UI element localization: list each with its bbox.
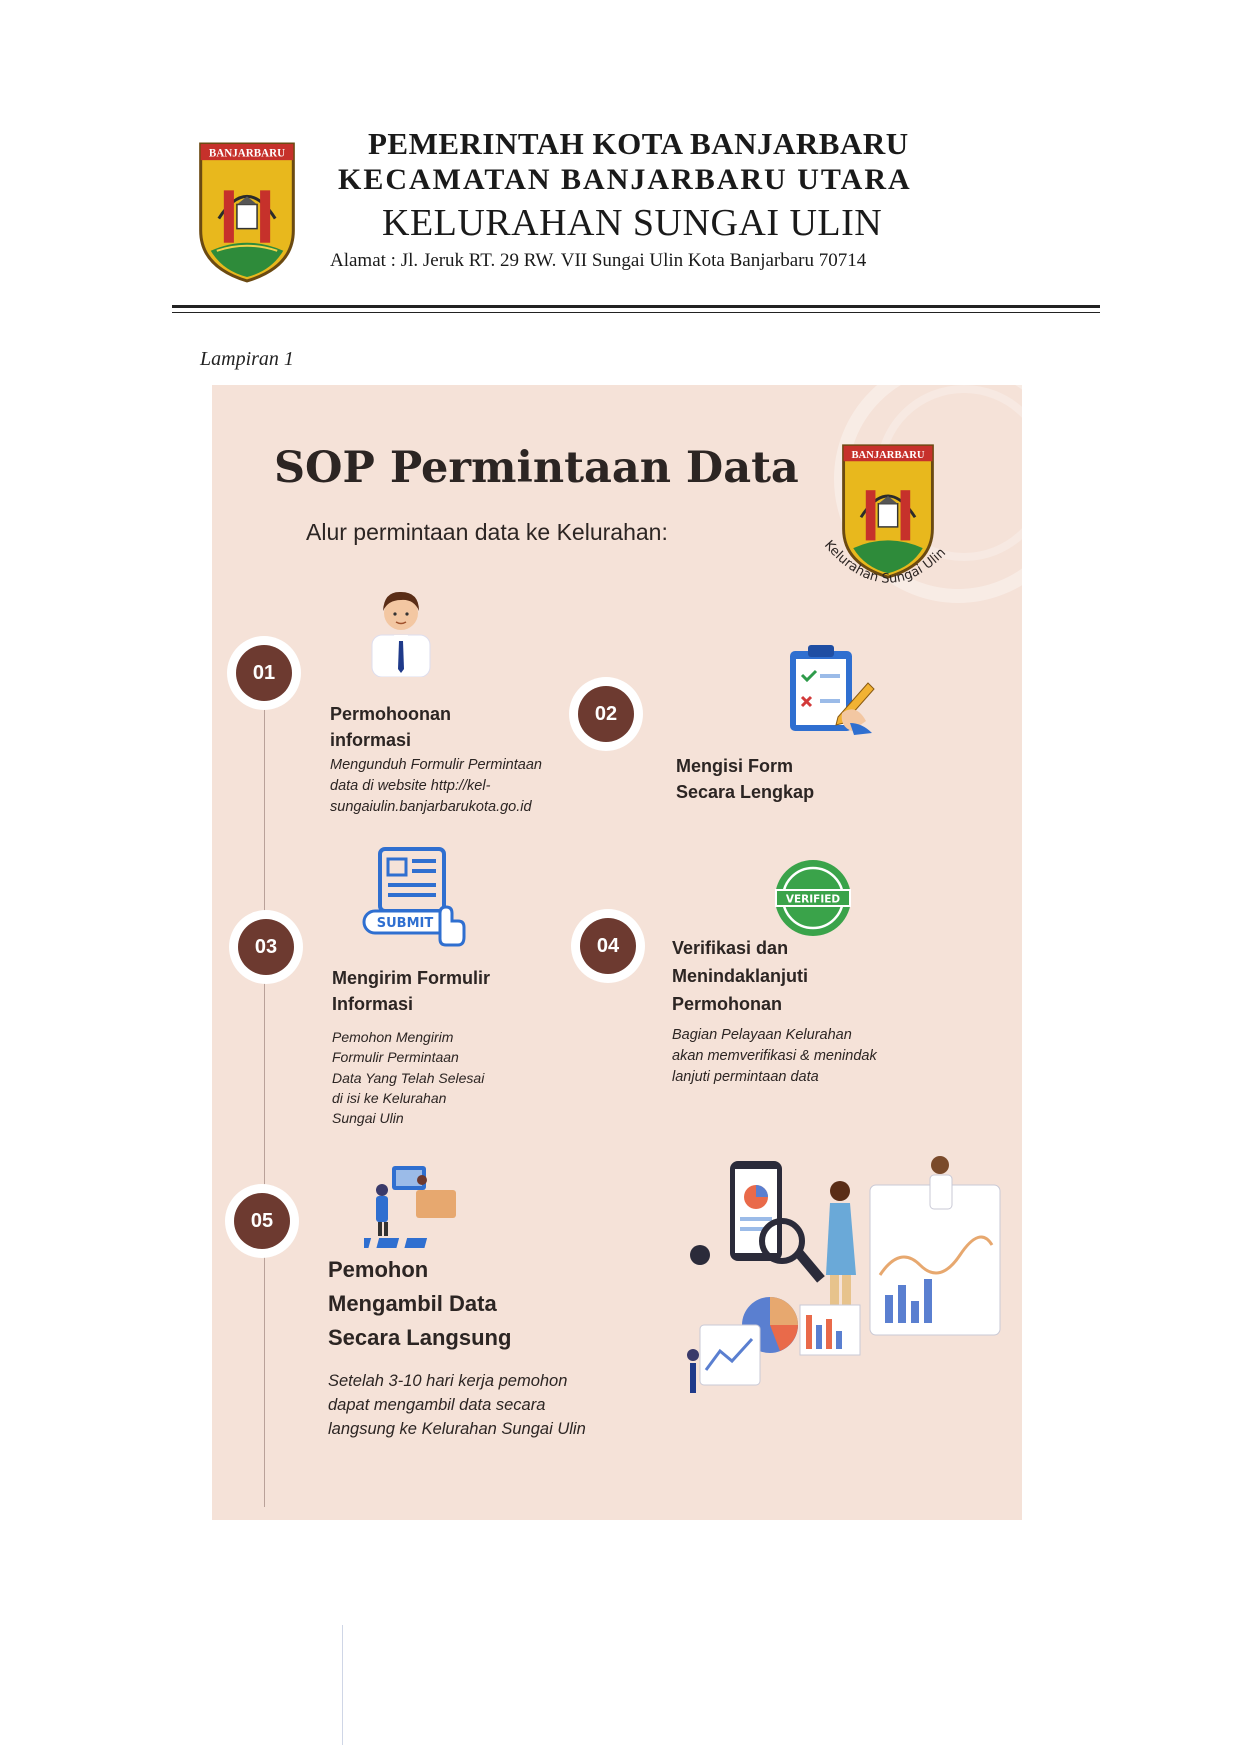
step-desc-line: Formulir Permintaan — [332, 1049, 459, 1066]
step-title-line: Secara Langsung — [328, 1325, 512, 1351]
timeline-line — [264, 647, 265, 1507]
step-desc-line: Bagian Pelayaan Kelurahan — [672, 1027, 852, 1043]
svg-text:VERIFIED: VERIFIED — [785, 893, 841, 906]
poster-subtitle: Alur permintaan data ke Kelurahan: — [306, 519, 668, 545]
step-number-badge: 05 — [234, 1193, 290, 1249]
step-desc-line: data di website http://kel- — [330, 778, 491, 795]
data-collection-icon — [364, 1160, 460, 1258]
step-number-badge: 01 — [236, 645, 292, 701]
step-01-title — [330, 701, 451, 753]
step-desc-line: Sungai Ulin — [332, 1110, 404, 1127]
letterhead-rule-thin — [172, 312, 1100, 313]
submit-form-icon — [360, 847, 466, 947]
step-title-line: Mengisi Form — [676, 756, 794, 776]
step-title-line: Mengambil Data — [328, 1291, 497, 1317]
letterhead-government: PEMERINTAH KOTA BANJARBARU — [368, 126, 909, 161]
svg-text:SUBMIT: SUBMIT — [376, 916, 434, 931]
step-05-title — [328, 1253, 511, 1355]
letterhead-district: KECAMATAN BANJARBARU UTARA — [338, 163, 912, 196]
svg-text:Kelurahan Sungai Ulin: Kelurahan Sungai Ulin — [821, 537, 949, 587]
step-04-description — [672, 1025, 877, 1088]
sop-poster — [212, 385, 1022, 1520]
step-desc-line: Setelah 3-10 hari kerja pemohon — [328, 1372, 568, 1390]
step-05-description — [328, 1370, 586, 1442]
step-title-line: Permohoonan — [330, 704, 452, 724]
letterhead-rule — [172, 305, 1100, 308]
step-04-title — [672, 935, 808, 1019]
data-analysis-illustration — [680, 1155, 1010, 1405]
poster-title: SOP Permintaan Data — [274, 443, 799, 493]
step-title-line: Menindaklanjuti — [672, 965, 809, 986]
person-icon — [370, 585, 432, 677]
step-title-line: Secara Lengkap — [676, 782, 815, 803]
verified-stamp-icon — [772, 857, 854, 939]
scan-artifact-line — [342, 1625, 343, 1745]
step-title-line: Pemohon — [328, 1257, 429, 1282]
step-title-line: informasi — [330, 730, 412, 751]
letterhead-address: Alamat : Jl. Jeruk RT. 29 RW. VII Sungai Ulin Kota Banjarbaru 70714 — [330, 250, 867, 271]
step-desc-line: dapat mengambil data secara — [328, 1395, 546, 1414]
step-number-badge: 03 — [238, 919, 294, 975]
step-desc-line: sungaiulin.banjarbarukota.go.id — [330, 799, 532, 816]
step-desc-line: di isi ke Kelurahan — [332, 1089, 447, 1106]
step-desc-line: Pemohon Mengirim — [332, 1029, 454, 1045]
clipboard-checklist-icon — [782, 643, 878, 735]
letterhead-village: KELURAHAN SUNGAI ULIN — [382, 202, 883, 244]
svg-text:BANJARBARU: BANJARBARU — [208, 147, 286, 160]
attachment-label: Lampiran 1 — [200, 348, 294, 370]
step-02-title — [676, 753, 814, 805]
step-01-description — [330, 755, 542, 818]
svg-text:BANJARBARU: BANJARBARU — [851, 449, 925, 461]
banjarbaru-crest-logo — [196, 138, 298, 284]
step-desc-line: langsung ke Kelurahan Sungai Ulin — [328, 1419, 586, 1438]
arc-caption — [802, 505, 982, 625]
step-desc-line: Data Yang Telah Selesai — [332, 1069, 485, 1086]
step-title-line: Mengirim Formulir — [332, 968, 491, 988]
step-03-description — [332, 1027, 484, 1128]
step-title-line: Verifikasi dan — [672, 938, 789, 958]
step-number-badge: 02 — [578, 686, 634, 742]
step-03-title — [332, 965, 490, 1017]
step-number-badge: 04 — [580, 918, 636, 974]
step-desc-line: Mengunduh Formulir Permintaan — [330, 757, 542, 773]
step-title-line: Informasi — [332, 994, 414, 1015]
step-title-line: Permohonan — [672, 993, 783, 1014]
step-desc-line: lanjuti permintaan data — [672, 1069, 819, 1086]
step-desc-line: akan memverifikasi & menindak — [672, 1048, 877, 1065]
